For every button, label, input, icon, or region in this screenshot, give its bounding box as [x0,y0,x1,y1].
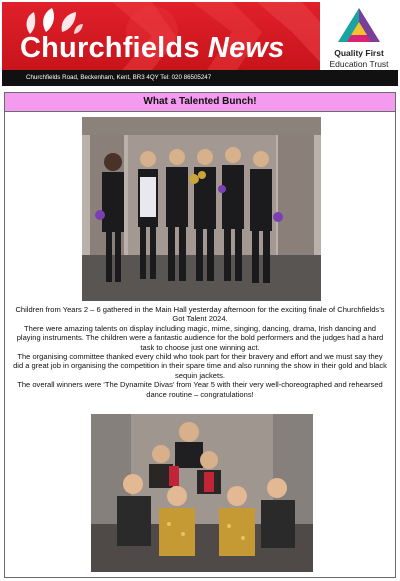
logo-line-2: Education Trust [329,59,389,69]
photo-illustration [91,414,313,572]
article-body [13,305,387,399]
school-address: Churchfields Road, Beckenham, Kent, BR3 4QY Tel: 020 86505247 [26,74,212,81]
article-paragraph: Children from Years 2 – 6 gathered in the Main Hall yesterday afternoon for the exciting finale of Churchfields’s Got Talent 2024. [15,305,385,324]
article-panel [4,92,396,578]
masthead-title-news: News [207,32,285,64]
article-title: What a Talented Bunch! [5,93,395,112]
trust-logo [320,2,398,70]
group-photo-dancers [82,117,321,301]
masthead-banner [2,2,320,70]
article-paragraph: There were amazing talents on display including magic, mime, singing, dancing, drama, Irish dancing and playing instruments. The children were a fantastic audience for the bold performers and the judges had a hard task to choose just one winning act. [16,323,384,352]
address-bar [2,70,398,86]
logo-line-1: Quality First [334,48,384,58]
photo-illustration [82,117,321,301]
masthead-title-main: Churchfields [20,32,200,64]
article-paragraph: The overall winners were ‘The Dynamite Divas’ from Year 5 with their very well-choreographed and rehearsed dance routine – congratulations! [17,380,383,399]
masthead-title [20,32,284,65]
triangle-logo-icon [338,8,380,42]
group-photo-winners [91,414,313,572]
article-paragraph: The organising committee thanked every child who took part for their bravery and effort and we must say they did a great job in organising the competition in their spare time and also running the show in their gold and black sequin jackets. [13,352,387,380]
